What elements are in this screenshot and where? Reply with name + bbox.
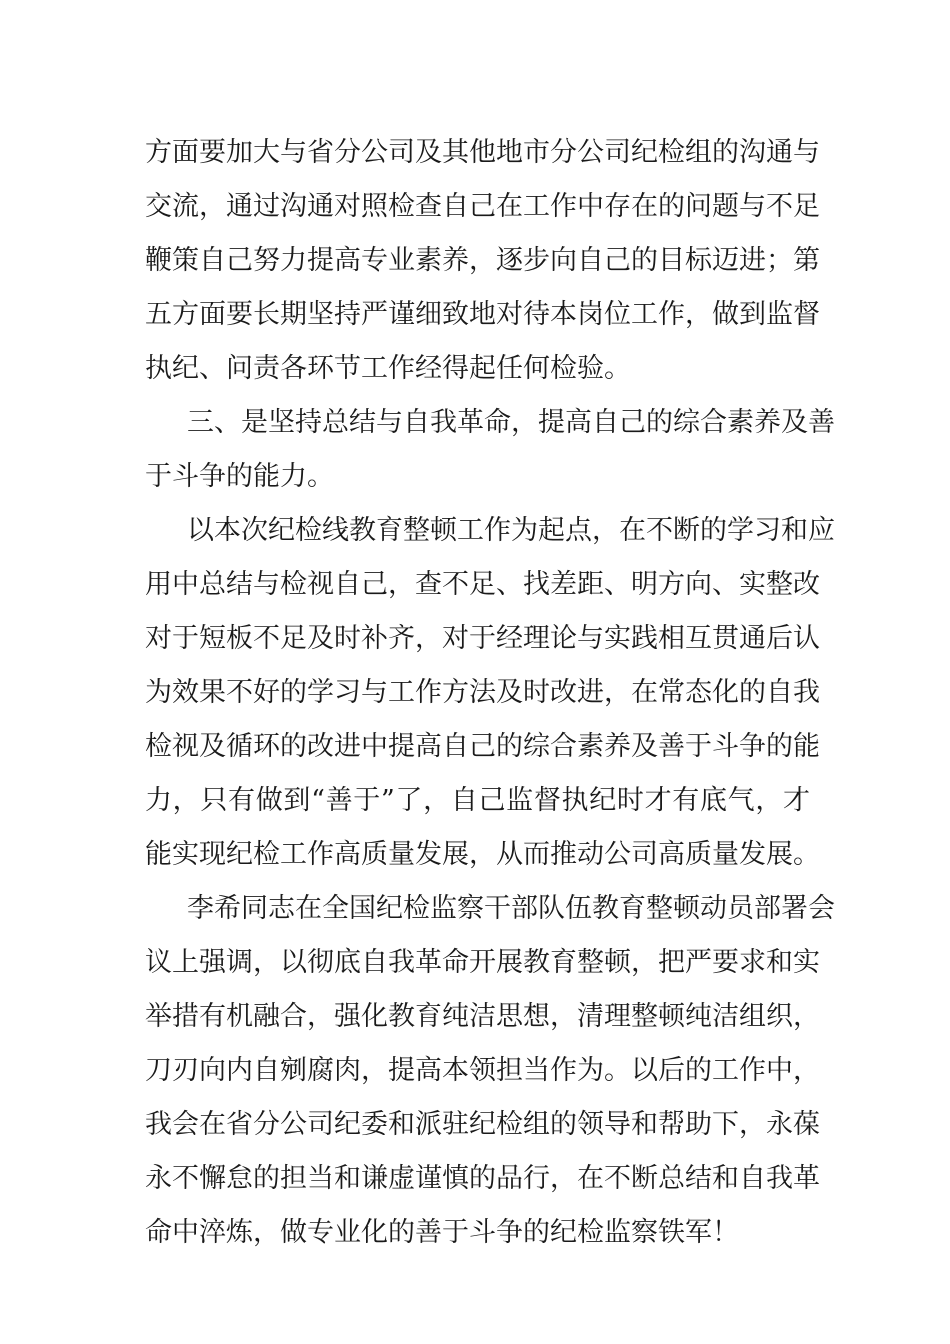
text-line: 力，只有做到“善于”了，自己监督执纪时才有底气，才 [145, 785, 810, 816]
text-line: 对于短板不足及时补齐，对于经理论与实践相互贯通后认 [145, 623, 820, 654]
text-line: 用中总结与检视自己，查不足、找差距、明方向、实整改 [145, 569, 820, 600]
text-line: 能实现纪检工作高质量发展，从而推动公司高质量发展。 [145, 839, 820, 870]
text-line: 于斗争的能力。 [145, 461, 334, 492]
text-line: 检视及循环的改进中提高自己的综合素养及善于斗争的能 [145, 731, 820, 762]
text-line: 我会在省分公司纪委和派驻纪检组的领导和帮助下，永葆 [145, 1109, 820, 1140]
text-line: 交流，通过沟通对照检查自己在工作中存在的问题与不足 [145, 191, 820, 222]
text-line: 方面要加大与省分公司及其他地市分公司纪检组的沟通与 [145, 137, 820, 168]
text-line: 以本次纪检线教育整顿工作为起点，在不断的学习和应 [187, 515, 835, 546]
section-heading-three [145, 396, 835, 504]
text-line: 议上强调，以彻底自我革命开展教育整顿，把严要求和实 [145, 947, 820, 978]
document-page [145, 126, 835, 1260]
paragraph-continuation [145, 126, 820, 396]
paragraph-conclusion [145, 882, 835, 1260]
text-line: 李希同志在全国纪检监察干部队伍教育整顿动员部署会 [187, 893, 835, 924]
text-line: 刀刃向内自剜腐肉，提高本领担当作为。以后的工作中， [145, 1055, 820, 1086]
text-line: 举措有机融合，强化教育纯洁思想，清理整顿纯洁组织， [145, 1001, 820, 1032]
text-line: 永不懈怠的担当和谦虚谨慎的品行，在不断总结和自我革 [145, 1163, 820, 1194]
paragraph-self-review [145, 504, 835, 882]
text-line: 五方面要长期坚持严谨细致地对待本岗位工作，做到监督 [145, 299, 820, 330]
text-line: 鞭策自己努力提高专业素养，逐步向自己的目标迈进；第 [145, 245, 820, 276]
text-line: 执纪、问责各环节工作经得起任何检验。 [145, 353, 631, 384]
text-line: 命中淬炼，做专业化的善于斗争的纪检监察铁军！ [145, 1217, 739, 1248]
text-line: 三、是坚持总结与自我革命，提高自己的综合素养及善 [187, 407, 835, 438]
text-line: 为效果不好的学习与工作方法及时改进，在常态化的自我 [145, 677, 820, 708]
